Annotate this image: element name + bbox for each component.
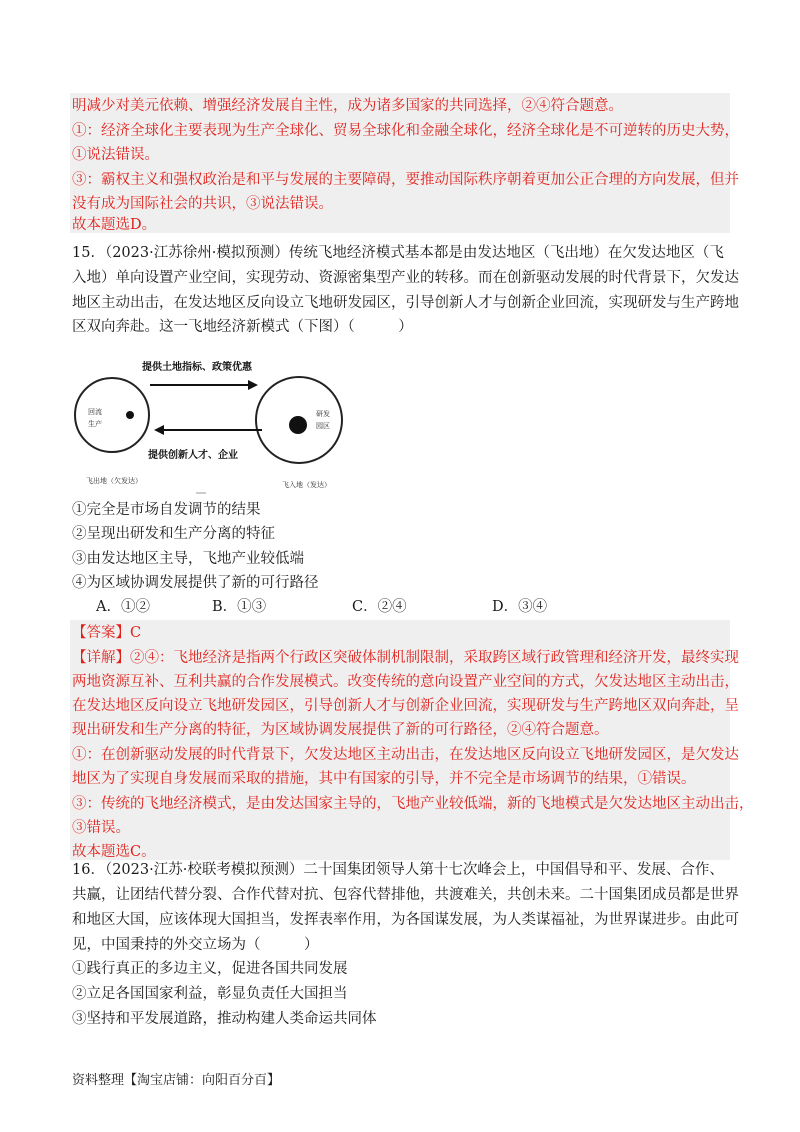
top-arrow-label: 提供土地指标、政策优惠 xyxy=(142,362,252,373)
q15-stem-line-1: 15．（2023·江苏徐州·模拟预测）传统飞地经济模式基本都是由发达地区（飞出地）在欠发达地区（飞 xyxy=(72,245,724,261)
q15-stem-line-4: 区双向奔赴。这一飞地经济新模式（下图）（ ） xyxy=(72,319,413,335)
q15-detail-line-1 xyxy=(72,648,739,668)
q15-detail-line-2: 两地资源互补、互利共赢的合作发展模式。改变传统的意向设置产业空间的方式，欠发达地区主动出击， xyxy=(72,674,739,690)
q15-statement-4: ④为区域协调发展提供了新的可行路径 xyxy=(72,575,319,591)
q16-stem-line-1: 16．（2023·江苏·校联考模拟预测）二十国集团领导人第十七次峰会上，中国倡导和平、发展、合作、 xyxy=(72,862,724,878)
q15-stem-line-2: 入地）单向设置产业空间，实现劳动、资源密集型产业的转移。而在创新驱动发展的时代背景下，欠发达 xyxy=(72,270,739,286)
q16-statement-1: ①践行真正的多边主义，促进各国共同发展 xyxy=(72,961,348,977)
q16-stem-line-3: 和地区大国，应该体现大国担当，发挥表率作用，为各国谋发展，为人类谋福祉，为世界谋进步。由此可 xyxy=(72,912,739,928)
q15-detail-line-6: 地区为了实现自身发展而采取的措施，其中有国家的引导，并不完全是市场调节的结果，①错误。 xyxy=(72,771,696,787)
bottom-arrow-label: 提供创新人才、企业 xyxy=(148,450,238,461)
q16-stem-line-2: 共赢，让团结代替分裂、合作代替对抗、包容代替排他，共渡难关，共创未来。二十国集团成员都是世界 xyxy=(72,887,739,903)
fly-in-dot xyxy=(289,416,307,434)
prev-explanation-line-2: ①：经济全球化主要表现为生产全球化、贸易全球化和金融全球化，经济全球化是不可逆转的历史大势， xyxy=(72,123,739,139)
q15-option-b: B．①③ xyxy=(212,599,267,615)
q15-statement-2: ②呈现出研发和生产分离的特征 xyxy=(72,526,275,542)
fly-out-dot xyxy=(126,411,134,419)
detail-first-text: ②④：飞地经济是指两个行政区突破体制机制限制，采取跨区域行政管理和经济开发，最终实现 xyxy=(130,650,739,666)
right-circle-label-2: 园区 xyxy=(316,422,330,430)
left-circle-label-1: 回流 xyxy=(88,408,102,416)
left-circle-label-2: 生产 xyxy=(88,420,102,428)
footer-source: 资料整理【淘宝店铺：向阳百分百】 xyxy=(72,1073,281,1088)
q15-statement-3: ③由发达地区主导，飞地产业较低端 xyxy=(72,551,304,567)
q15-answer-line xyxy=(72,623,141,643)
q15-detail-line-7: ③：传统的飞地经济模式，是由发达国家主导的，飞地产业较低端，新的飞地模式是欠发达地区主动出击， xyxy=(72,796,754,812)
prev-explanation-line-5: 没有成为国际社会的共识，③说法错误。 xyxy=(72,196,333,212)
q15-option-c: C．②④ xyxy=(352,599,407,615)
prev-explanation-line-3: ①说法错误。 xyxy=(72,147,159,163)
detail-label: 【详解】 xyxy=(72,650,130,666)
answer-value: C xyxy=(130,625,142,641)
q15-diagram xyxy=(72,350,352,495)
answer-label: 【答案】 xyxy=(72,625,130,641)
q15-detail-line-3: 在发达地区反向设立飞地研发园区，引导创新人才与创新企业回流，实现研发与生产跨地区双向奔赴，呈 xyxy=(72,698,739,714)
q16-statement-2: ②立足各国国家利益，彰显负责任大国担当 xyxy=(72,986,348,1002)
q16-statement-3: ③坚持和平发展道路，推动构建人类命运共同体 xyxy=(72,1011,377,1027)
q15-option-a: A．①② xyxy=(96,599,150,615)
q15-statement-1: ①完全是市场自发调节的结果 xyxy=(72,502,261,518)
q15-detail-line-8: ③错误。 xyxy=(72,820,130,836)
prev-explanation-line-1: 明减少对美元依赖、增强经济发展自主性，成为诸多国家的共同选择，②④符合题意。 xyxy=(72,98,623,114)
fly-out-circle xyxy=(75,378,149,452)
right-circle-label-1: 研发 xyxy=(316,410,330,418)
prev-conclusion: 故本题选D。 xyxy=(72,217,157,233)
q15-stem-line-3: 地区主动出击，在发达地区反向设立飞地研发园区，引导创新人才与创新企业回流，实现研发与生产跨地 xyxy=(72,295,739,311)
q16-stem-line-4: 见，中国秉持的外交立场为（ ） xyxy=(72,937,319,953)
prev-explanation-line-4: ③：霸权主义和强权政治是和平与发展的主要障碍，要推动国际秩序朝着更加公正合理的方向发展，但并 xyxy=(72,172,739,188)
right-caption: 飞入地（发达） xyxy=(282,481,331,489)
q15-detail-line-4: 现出研发和生产分离的特征，为区域协调发展提供了新的可行路径，②④符合题意。 xyxy=(72,722,609,738)
q15-conclusion: 故本题选C。 xyxy=(72,844,156,860)
q15-option-d: D．③④ xyxy=(492,599,548,615)
left-caption: 飞出地（欠发达） xyxy=(86,477,142,485)
q15-detail-line-5: ①：在创新驱动发展的时代背景下，欠发达地区主动出击，在发达地区反向设立飞地研发园区，是欠发达 xyxy=(72,747,739,763)
